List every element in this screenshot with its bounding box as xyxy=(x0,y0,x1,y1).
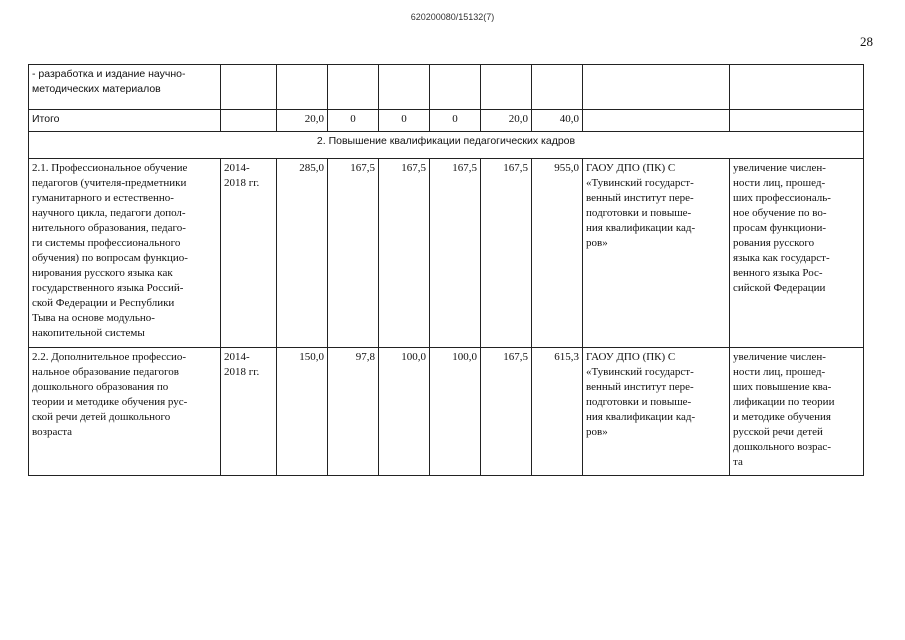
value-cell: 100,0 xyxy=(430,348,481,476)
executor-cell: ГАОУ ДПО (ПК) С «Тувинский государст- венный институт пере- подготовки и повыше- ния квалификации кад- ров» xyxy=(583,159,730,348)
period-cell: 2014- 2018 гг. xyxy=(221,159,277,348)
result-cell xyxy=(730,65,864,110)
value-cell: 100,0 xyxy=(379,348,430,476)
value-cell xyxy=(379,65,430,110)
activity-cell: 2.2. Дополнительное профессио- нальное образование педагогов дошкольного образования по теории и методике обучения рус- ской речи детей дошкольного возраста xyxy=(29,348,221,476)
activity-cell: - разработка и издание научно- методических материалов xyxy=(29,65,221,110)
activity-cell: 2.1. Профессиональное обучение педагогов (учителя-предметники гуманитарного и естественно- научного цикла, педагоги допол- нительного образования, педаго- ги системы профессионального обучения) по вопросам функцио- нирования русского языка как государственного языка Россий- ской Федерации и Республики Тыва на основе модульно- накопительной системы xyxy=(29,159,221,348)
page-number: 28 xyxy=(860,34,873,49)
value-cell: 615,3 xyxy=(532,348,583,476)
table-row-section-2 xyxy=(29,132,864,159)
document-id: 620200080/15132(7) xyxy=(410,12,495,22)
value-cell: 0 xyxy=(379,110,430,132)
table-row-materials xyxy=(29,65,864,110)
result-cell xyxy=(730,110,864,132)
section-title: 2. Повышение квалификации педагогических кадров xyxy=(29,132,864,159)
executor-cell: ГАОУ ДПО (ПК) С «Тувинский государст- венный институт пере- подготовки и повыше- ния квалификации кад- ров» xyxy=(583,348,730,476)
value-cell xyxy=(532,65,583,110)
value-cell: 167,5 xyxy=(481,348,532,476)
executor-cell xyxy=(583,65,730,110)
value-cell: 167,5 xyxy=(481,159,532,348)
table-row-2-2 xyxy=(29,348,864,476)
value-cell: 20,0 xyxy=(481,110,532,132)
value-cell xyxy=(430,65,481,110)
value-cell: 0 xyxy=(328,110,379,132)
value-cell xyxy=(277,65,328,110)
period-cell xyxy=(221,65,277,110)
period-cell xyxy=(221,110,277,132)
value-cell xyxy=(481,65,532,110)
value-cell: 167,5 xyxy=(430,159,481,348)
total-label: Итого xyxy=(29,110,221,132)
value-cell: 167,5 xyxy=(328,159,379,348)
table-row-total xyxy=(29,110,864,132)
result-cell: увеличение числен- ности лиц, прошед- ших повышение ква- лификации по теории и методике обучения русской речи детей дошкольного возрас- та xyxy=(730,348,864,476)
value-cell: 150,0 xyxy=(277,348,328,476)
value-cell: 20,0 xyxy=(277,110,328,132)
value-cell: 0 xyxy=(430,110,481,132)
value-cell: 97,8 xyxy=(328,348,379,476)
result-cell: увеличение числен- ности лиц, прошед- ших профессиональ- ное обучение по во- просам функциони- рования русского языка как государст- венного языка Рос- сийской Федерации xyxy=(730,159,864,348)
program-table xyxy=(28,64,864,476)
value-cell: 955,0 xyxy=(532,159,583,348)
executor-cell xyxy=(583,110,730,132)
value-cell xyxy=(328,65,379,110)
value-cell: 167,5 xyxy=(379,159,430,348)
table-row-2-1 xyxy=(29,159,864,348)
period-cell: 2014- 2018 гг. xyxy=(221,348,277,476)
value-cell: 285,0 xyxy=(277,159,328,348)
value-cell: 40,0 xyxy=(532,110,583,132)
